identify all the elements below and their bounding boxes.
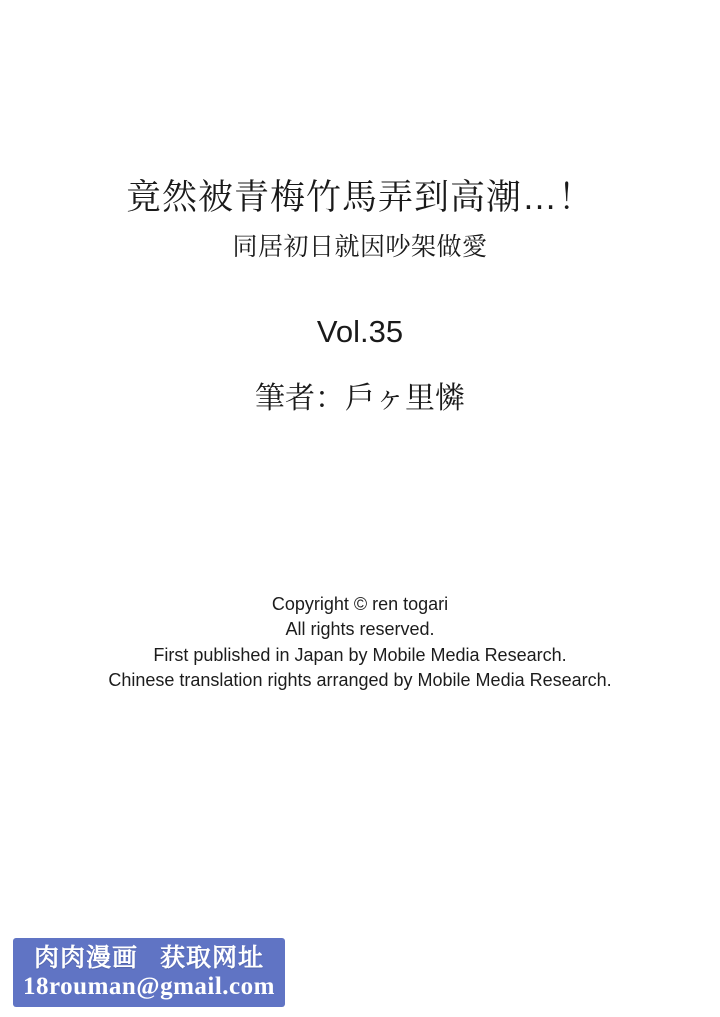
watermark-site-line [13,944,285,973]
author-line: 筆者：戶ヶ里憐 [255,382,465,415]
first-published-line: First published in Japan by Mobile Media Research. [153,644,567,665]
watermark-site-name: 肉肉漫画 [33,944,138,972]
rights-reserved-line: All rights reserved. [285,619,435,640]
copyright-block [0,592,720,693]
watermark-tagline: 获取网址 [160,944,265,972]
translation-rights-line: Chinese translation rights arranged by Mobile Media Research. [108,669,612,690]
series-title: 竟然被青梅竹馬弄到高潮…！ [125,178,594,217]
watermark-email: 18rouman@gmail.com [23,973,275,1000]
series-subtitle: 同居初日就因吵架做愛 [232,233,488,261]
watermark-banner [13,938,285,1007]
volume-number: Vol.35 [316,314,404,349]
copyright-line: Copyright © ren togari [271,594,449,614]
